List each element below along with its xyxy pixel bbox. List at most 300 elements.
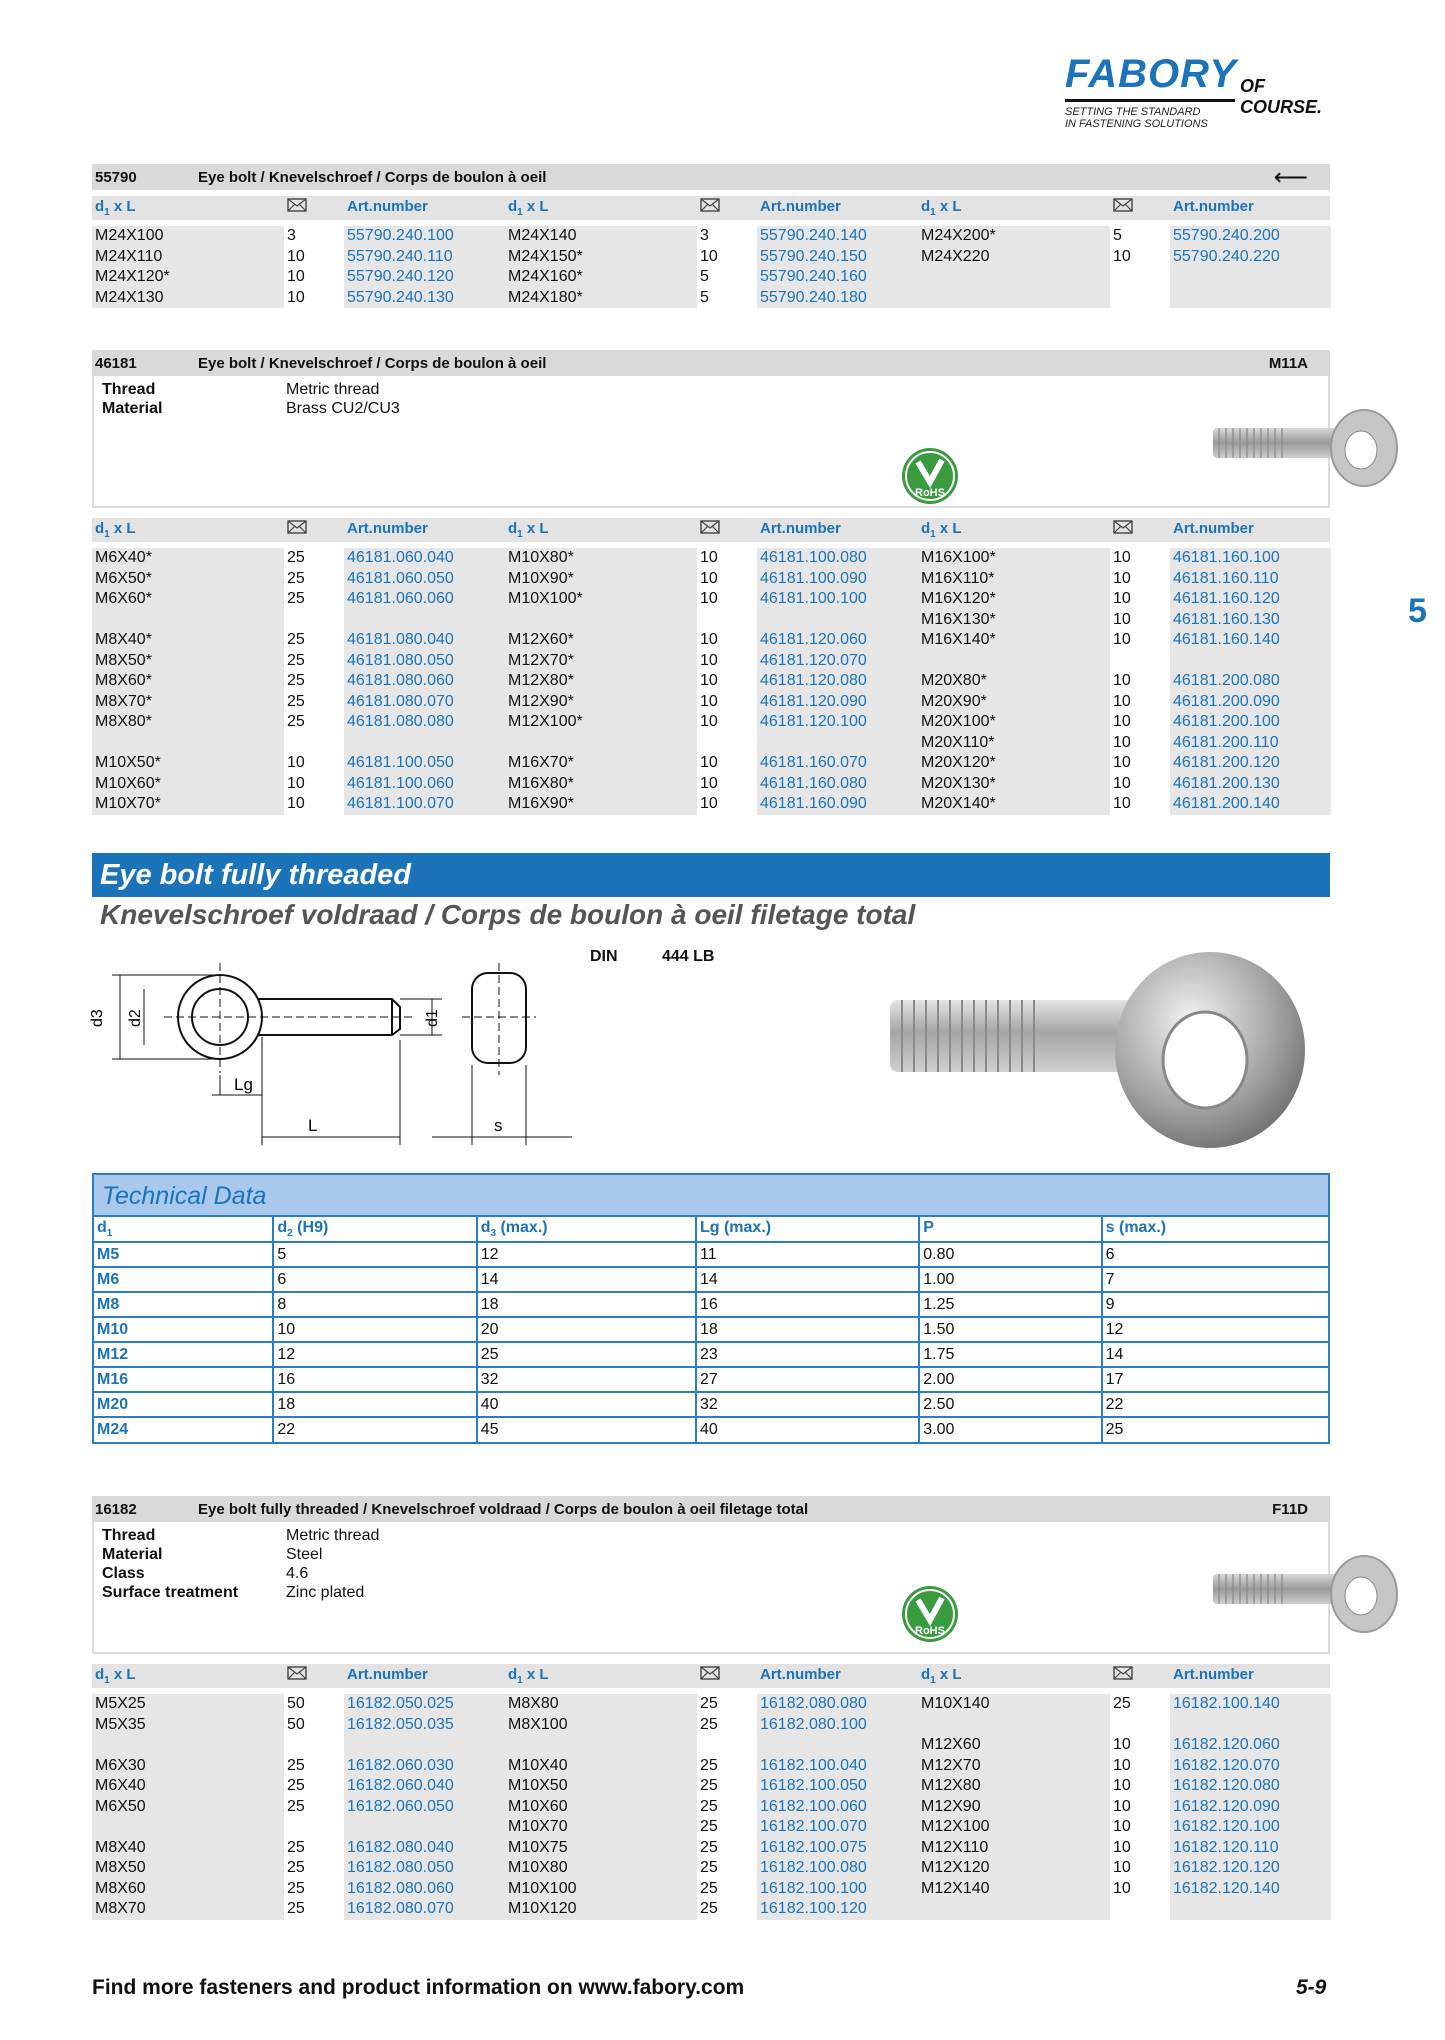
size-cell: M10X50* [95,754,161,771]
pack-qty-cell [287,1735,344,1756]
size-cell: M16X70* [508,754,574,771]
technical-data-table [92,1173,1330,1444]
size-cell: M12X90 [921,1797,981,1815]
product-column [918,226,1331,308]
column-header-group [92,520,505,540]
art-number-header: Art.number [760,1666,841,1683]
art-number-link[interactable]: 46181.060.060 [347,590,454,607]
size-cell: M16X100* [921,549,996,566]
pack-qty-cell: 10 [1113,795,1131,812]
size-cell: M8X50 [95,1859,146,1876]
art-number-link[interactable]: 55790.240.130 [347,288,454,306]
svg-text:s: s [494,1116,503,1135]
pack-qty-cell: 25 [287,1777,305,1794]
tech-cell: 2.00 [919,1367,1101,1392]
art-number-header: Art.number [760,520,841,537]
art-number-link[interactable]: 46181.120.070 [760,651,867,669]
pack-qty-cell: 10 [287,754,305,771]
art-number-link[interactable]: 55790.240.110 [347,247,453,265]
package-envelope-icon [700,520,720,534]
art-number-link[interactable]: 46181.200.110 [1173,733,1279,751]
tech-cell: 14 [1102,1342,1328,1367]
art-number-link[interactable]: 16182.100.080 [760,1859,867,1876]
package-envelope-icon [287,1666,307,1680]
pack-qty-cell: 10 [1113,1756,1131,1774]
product-column [918,1694,1331,1920]
pack-qty-cell: 10 [1113,1736,1131,1753]
art-number-link[interactable]: 46181.120.060 [760,631,867,648]
info-row [94,1526,1328,1545]
tech-row [94,1242,1328,1267]
footer-text: Find more fasteners and product information on www.fabory.com [92,1976,745,1999]
tech-cell: 40 [477,1392,696,1417]
tech-cell: 0.80 [919,1242,1101,1267]
art-number-link[interactable]: 16182.120.060 [1173,1736,1280,1753]
size-cell: M16X80* [508,774,574,792]
product-code: 16182 [95,1500,137,1518]
pack-qty-cell: 10 [1113,610,1131,628]
art-number-link[interactable]: 16182.120.080 [1173,1777,1280,1794]
pack-qty-cell: 25 [287,1838,305,1856]
pack-qty-cell: 50 [287,1695,305,1712]
art-number-link[interactable]: 55790.240.120 [347,268,454,285]
info-key: Thread [102,1527,156,1544]
art-number-link[interactable]: 46181.100.090 [760,569,867,587]
art-number-link[interactable]: 16182.100.100 [760,1879,867,1897]
art-number-link[interactable]: 46181.120.080 [760,672,867,689]
art-number-link[interactable]: 46181.100.080 [760,549,867,566]
art-number-link[interactable]: 46181.120.090 [760,692,867,710]
size-cell [508,733,697,754]
column-header-group [918,520,1331,540]
art-number-link[interactable]: 16182.120.110 [1173,1838,1279,1856]
pack-qty-cell: 10 [1113,549,1131,566]
size-cell: M12X80 [921,1777,981,1794]
size-cell [95,610,284,631]
size-cell: M8X60* [95,672,152,689]
pack-qty-cell: 25 [287,590,305,607]
info-row [94,380,1328,399]
art-number-link[interactable]: 55790.240.160 [760,268,867,285]
tech-row [94,1367,1328,1392]
tech-cell: 22 [273,1417,476,1442]
art-number-link[interactable]: 16182.060.030 [347,1756,454,1774]
tech-header-cell: P [919,1217,1101,1242]
dxl-header: $d_1$ x L [508,520,549,540]
pack-qty-cell [287,733,344,754]
pack-qty-cell: 10 [1113,631,1131,648]
pack-qty-cell: 25 [287,549,305,566]
technical-drawing [89,945,582,1155]
size-cell: M24X110 [95,247,163,265]
pack-qty-cell: 10 [287,288,305,306]
pack-qty-cell: 10 [700,713,718,730]
size-cell [921,651,1110,672]
size-cell: M20X110* [921,733,995,751]
product-rows [92,1694,1330,1920]
pack-qty-cell [1113,1715,1170,1736]
series-code: M11A [1268,354,1308,372]
tech-cell: 16 [696,1292,919,1317]
rohs-badge-icon [900,446,960,506]
tech-row [94,1342,1328,1367]
size-cell: M16X110* [921,569,995,587]
info-key: Thread [102,381,156,398]
tech-cell: 25 [477,1342,696,1367]
pack-qty-cell: 10 [1113,1818,1131,1835]
art-number-link[interactable]: 46181.100.060 [347,774,454,792]
art-number-link[interactable]: 16182.050.035 [347,1715,454,1733]
dxl-header: $d_1$ x L [95,198,136,218]
art-number-link[interactable]: 16182.060.050 [347,1797,454,1815]
size-cell [508,1735,697,1756]
art-number-link[interactable]: 16182.080.080 [760,1695,867,1712]
pack-qty-cell: 10 [700,651,718,669]
pack-qty-cell: 25 [287,672,305,689]
art-number-link[interactable]: 55790.240.200 [1173,227,1280,244]
pack-qty-cell: 25 [287,713,305,730]
art-number-link[interactable]: 46181.160.140 [1173,631,1280,648]
size-cell: M12X70 [921,1756,981,1774]
art-number-link[interactable]: 46181.100.070 [347,795,454,812]
product-column [92,1694,505,1920]
art-number-link[interactable]: 16182.050.025 [347,1695,454,1712]
pack-qty-cell: 10 [700,631,718,648]
size-cell: M10X75 [508,1838,568,1856]
art-number-link[interactable]: 16182.100.050 [760,1777,867,1794]
art-number-link[interactable]: 16182.100.075 [760,1838,867,1856]
tech-header-cell: Lg (max.) [696,1217,919,1242]
product-family-subtitle: Knevelschroef voldraad / Corps de boulon à oeil filetage total [100,899,916,930]
size-cell: M10X60* [95,774,161,792]
tech-cell: 25 [1105,1421,1124,1438]
pack-qty-cell: 10 [700,774,718,792]
art-number-link[interactable]: 46181.100.100 [760,590,867,607]
size-cell: M16X130* [921,610,996,628]
art-number-header: Art.number [1173,520,1254,537]
tech-cell: 45 [477,1417,696,1442]
tech-cell: M10 [94,1317,273,1342]
size-cell: M16X120* [921,590,996,607]
art-number-link [1173,651,1331,672]
tech-cell: 8 [273,1292,476,1317]
art-number-link[interactable]: 46181.080.060 [347,672,454,689]
tech-header-cell: $d_3$ (max.) [477,1217,696,1242]
art-number-link [347,1735,505,1756]
size-cell: M8X70* [95,692,152,710]
art-number-link [1173,1715,1331,1736]
column-header-group [505,198,918,218]
tech-cell: 9 [1102,1292,1328,1317]
info-value: Metric thread [286,1527,380,1544]
pack-qty-cell: 3 [700,227,709,244]
art-number-link[interactable]: 46181.160.120 [1173,590,1280,607]
art-number-link[interactable]: 16182.080.070 [347,1900,454,1917]
art-number-link[interactable]: 55790.240.100 [347,227,454,244]
dxl-header: $d_1$ x L [921,520,962,540]
art-number-link[interactable]: 16182.060.040 [347,1777,454,1794]
size-cell: M8X40 [95,1838,146,1856]
column-header-group [505,1666,918,1686]
dxl-header: $d_1$ x L [921,198,962,218]
pack-qty-cell: 25 [700,1838,718,1856]
size-cell: M10X50 [508,1777,568,1794]
size-cell: M24X130 [95,288,164,306]
pack-qty-cell: 25 [700,1879,718,1897]
size-cell: M12X100 [921,1818,990,1835]
pack-qty-cell: 25 [287,631,305,648]
package-envelope-icon [700,1666,720,1680]
art-number-link[interactable]: 55790.240.180 [760,288,867,306]
pack-qty-cell: 25 [700,1818,718,1835]
column-header-group [918,198,1331,218]
pack-qty-cell: 10 [1113,569,1131,587]
info-key: Material [102,400,163,417]
size-cell: M6X40* [95,549,152,566]
tech-cell: M8 [94,1292,273,1317]
art-number-link[interactable]: 16182.080.040 [347,1838,454,1856]
art-number-link[interactable]: 16182.100.120 [760,1900,867,1917]
pack-qty-cell [700,610,757,631]
art-number-link[interactable]: 16182.100.070 [760,1818,867,1835]
size-cell: M8X40* [95,631,152,648]
size-cell: M12X120 [921,1859,990,1876]
pack-qty-cell: 25 [287,1859,305,1876]
size-cell: M12X110 [921,1838,989,1856]
size-cell [921,1715,1110,1736]
product-code: 46181 [95,354,137,372]
technical-data-title: Technical Data [94,1175,1328,1217]
art-number-link[interactable]: 46181.100.050 [347,754,454,771]
art-number-link[interactable]: 16182.120.100 [1173,1818,1280,1835]
tech-row [94,1392,1328,1417]
art-number-link[interactable]: 46181.200.130 [1173,774,1280,792]
pack-qty-cell: 5 [700,268,709,285]
product-info [92,1522,1330,1654]
product-code: 55790 [95,168,137,186]
art-number-link[interactable]: 46181.060.040 [347,549,454,566]
size-cell [95,1817,284,1838]
art-number-link[interactable]: 55790.240.220 [1173,247,1280,265]
pack-qty-cell: 25 [287,1797,305,1815]
art-number-link[interactable]: 46181.080.050 [347,651,454,669]
pack-qty-cell: 25 [287,1879,305,1897]
tech-cell: 6 [1102,1242,1328,1267]
pack-qty-cell: 10 [1113,672,1131,689]
art-number-link[interactable]: 46181.160.100 [1173,549,1280,566]
package-envelope-icon [1113,520,1133,534]
art-number-link[interactable]: 16182.080.050 [347,1859,454,1876]
size-cell: M10X70* [95,795,161,812]
product-title: Eye bolt fully threaded / Knevelschroef voldraad / Corps de boulon à oeil filetage total [198,1500,809,1518]
svg-text:RoHS: RoHS [915,1625,945,1637]
art-number-link[interactable]: 46181.200.080 [1173,672,1280,689]
art-number-link[interactable]: 46181.160.080 [760,774,867,792]
pack-qty-cell: 10 [1113,774,1131,792]
tech-cell: 3.00 [919,1417,1101,1442]
pack-qty-cell: 10 [1113,1879,1131,1897]
pack-qty-cell: 10 [1113,1859,1131,1876]
info-key: Class [102,1565,145,1582]
tech-row [94,1417,1328,1442]
pack-qty-cell: 25 [287,692,305,710]
logo-underline [1065,99,1235,102]
tech-cell: M20 [94,1392,273,1417]
art-number-link[interactable]: 46181.160.130 [1173,610,1280,628]
size-cell: M6X60* [95,590,152,607]
art-number-link[interactable]: 46181.160.070 [760,754,867,771]
tech-cell: 40 [696,1417,919,1442]
pack-qty-cell: 10 [700,672,718,689]
art-number-link[interactable]: 46181.060.050 [347,569,454,587]
product-column [505,226,918,308]
info-value: Brass CU2/CU3 [286,400,400,417]
art-number-link[interactable]: 16182.100.140 [1173,1695,1280,1712]
section-header [92,350,1330,376]
product-rows [92,548,1330,815]
pack-qty-cell: 10 [700,247,718,265]
art-number-link[interactable]: 46181.080.070 [347,692,454,710]
size-cell: M10X120 [508,1900,577,1917]
size-cell: M24X150* [508,247,583,265]
dxl-header: $d_1$ x L [508,198,549,218]
tech-row [94,1317,1328,1342]
size-cell [95,733,284,754]
pack-qty-cell: 25 [700,1695,718,1712]
art-number-link[interactable]: 55790.240.150 [760,247,867,265]
pack-qty-cell: 50 [287,1715,305,1733]
tech-cell: 32 [696,1392,919,1417]
page-number: 5-9 [1296,1976,1327,1999]
section-46181 [92,350,1330,815]
art-number-link[interactable]: 16182.120.140 [1173,1879,1280,1897]
info-value: Steel [286,1546,323,1563]
art-number-link[interactable]: 16182.100.040 [760,1756,867,1774]
tech-cell: 2.50 [919,1392,1101,1417]
pack-qty-cell: 10 [700,569,718,587]
section-55790 [92,164,1330,308]
pack-qty-cell: 10 [700,549,718,566]
size-cell: M10X80* [508,549,574,566]
product-column [918,548,1331,815]
tech-cell: M5 [94,1242,273,1267]
art-number-header: Art.number [347,520,428,537]
tech-cell: 1.25 [919,1292,1101,1317]
tech-cell: 16 [273,1367,476,1392]
tech-cell: 12 [273,1342,476,1367]
svg-text:Lg: Lg [234,1075,253,1094]
size-cell: M10X40 [508,1756,568,1774]
size-cell: M16X140* [921,631,996,648]
pack-qty-cell: 25 [287,651,305,669]
size-cell: M20X100* [921,713,996,730]
tech-cell: 32 [477,1367,696,1392]
eye-bolt-photo [880,955,1320,1155]
size-cell: M8X60 [95,1879,146,1897]
size-cell: M24X100 [95,227,164,244]
tech-cell: 27 [696,1367,919,1392]
tech-cell: 14 [477,1267,696,1292]
tech-cell: 6 [273,1267,476,1292]
art-number-link[interactable]: 46181.160.090 [760,795,867,812]
product-info [92,376,1330,508]
pack-qty-cell: 25 [287,569,305,587]
svg-text:RoHS: RoHS [915,487,945,499]
pack-qty-cell: 10 [1113,1838,1131,1856]
size-cell: M12X90* [508,692,574,710]
art-number-link[interactable]: 16182.100.060 [760,1797,867,1815]
package-envelope-icon [287,198,307,212]
size-cell: M24X220 [921,247,990,265]
pack-qty-cell: 10 [287,268,305,285]
art-number-link[interactable]: 46181.160.110 [1173,569,1279,587]
tech-header-cell: s (max.) [1102,1217,1328,1242]
size-cell: M5X25 [95,1695,146,1712]
art-number-link[interactable]: 46181.080.080 [347,713,454,730]
din-label: DIN [590,948,618,965]
pack-qty-cell: 25 [700,1859,718,1876]
column-headers [92,518,1330,542]
pack-qty-cell: 10 [287,795,305,812]
pack-qty-cell: 10 [287,247,305,265]
pack-qty-cell: 10 [700,795,718,812]
pack-qty-cell: 25 [700,1715,718,1733]
art-number-link[interactable]: 16182.120.070 [1173,1756,1280,1774]
section-header [92,164,1330,190]
art-number-link[interactable]: 16182.120.120 [1173,1859,1280,1876]
pack-qty-cell: 25 [700,1797,718,1815]
tech-cell: 18 [477,1292,696,1317]
art-number-link[interactable]: 46181.200.140 [1173,795,1280,812]
column-header-group [92,1666,505,1686]
art-number-link[interactable]: 16182.080.100 [760,1715,867,1733]
tech-cell: 22 [1102,1392,1328,1417]
tech-header-cell: $d_1$ [94,1217,273,1242]
pack-qty-cell: 5 [700,288,709,306]
product-family-title: Eye bolt fully threaded [92,853,1330,897]
column-headers [92,196,1330,220]
art-number-link[interactable]: 46181.200.090 [1173,692,1280,710]
art-number-link[interactable]: 55790.240.140 [760,227,867,244]
size-cell: M12X80* [508,672,574,689]
product-column [92,226,505,308]
pack-qty-cell [287,1817,344,1838]
product-rows [92,226,1330,308]
tech-cell: 11 [696,1242,919,1267]
art-number-link[interactable]: 46181.200.100 [1173,713,1280,730]
pack-qty-cell [1113,651,1170,672]
size-cell: M10X90* [508,569,574,587]
art-number-link[interactable]: 46181.080.040 [347,631,454,648]
art-number-link[interactable]: 16182.120.090 [1173,1797,1280,1815]
back-arrow-icon[interactable]: ⟵ [1273,163,1308,191]
pack-qty-cell: 5 [1113,227,1122,244]
art-number-link[interactable]: 46181.200.120 [1173,754,1280,771]
size-cell: M8X50* [95,651,152,669]
chapter-number: 5 [1408,592,1427,630]
tech-cell: M6 [94,1267,273,1292]
art-number-link [347,1817,505,1838]
section-header [92,1496,1330,1522]
size-cell: M10X60 [508,1797,568,1815]
art-number-header: Art.number [1173,198,1254,215]
tech-cell: 17 [1102,1367,1328,1392]
art-number-link[interactable]: 46181.120.100 [760,713,867,730]
pack-qty-cell: 25 [700,1777,718,1794]
size-cell: M10X70 [508,1818,568,1835]
art-number-link[interactable]: 16182.080.060 [347,1879,454,1897]
pack-qty-cell [287,610,344,631]
